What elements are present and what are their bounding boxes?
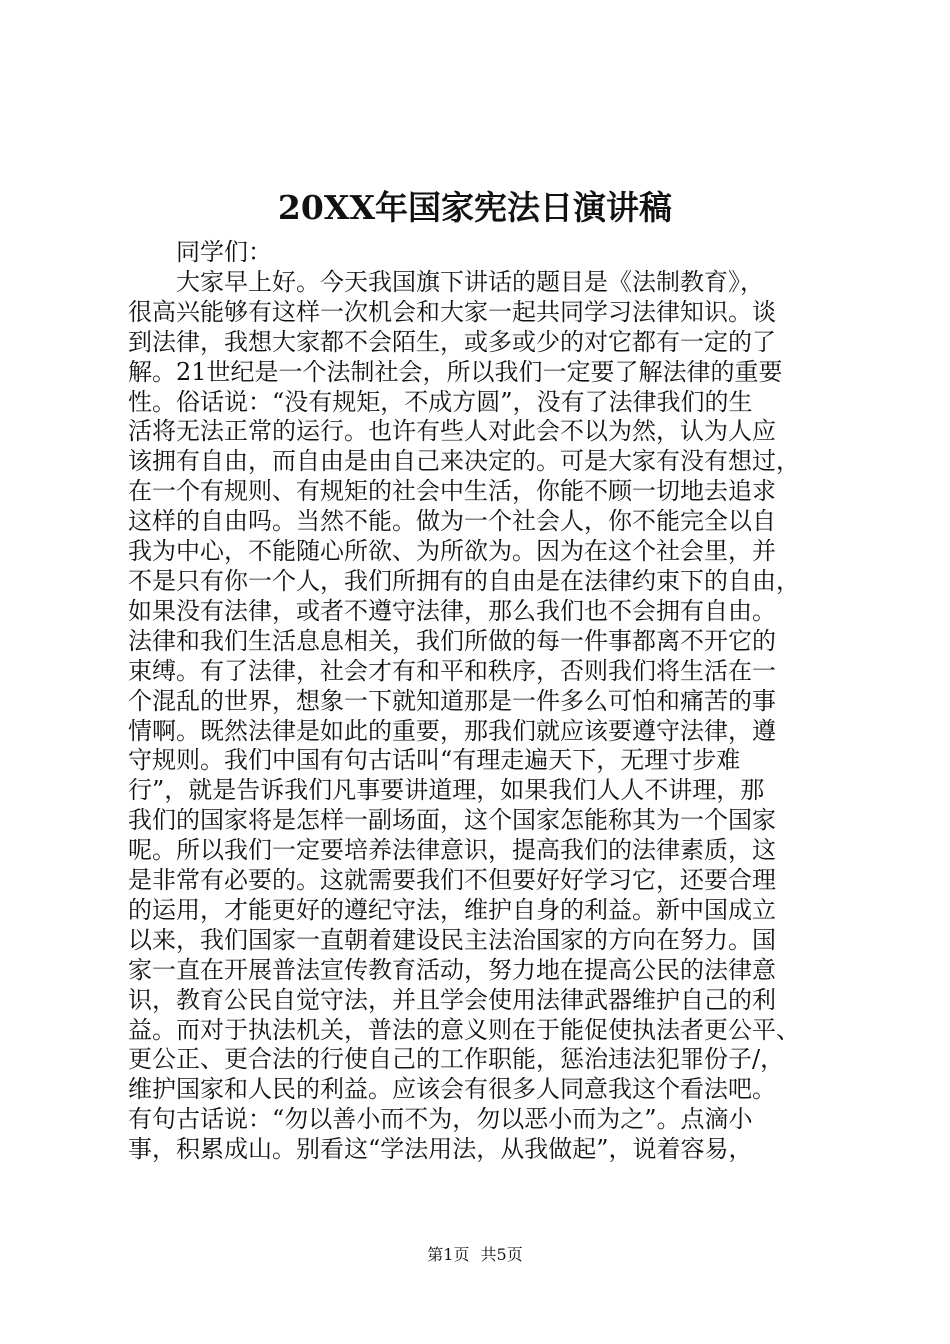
page-number: 第1页 bbox=[427, 1245, 470, 1264]
body-paragraph: 大家早上好。今天我国旗下讲话的题目是《法制教育》， 很高兴能够有这样一次机会和大家一起共同学习法律知识。谈 到法律，我想大家都不会陌生，或多或少的对它都有一定的了 解。21世纪是一个法制社会，所以我们一定要了解法律的重要 性。俗话说：“没有规矩，不成方圆”，没有了法律我们的生 活将无法正常的运行。也许有些人对此会不以为然，认为人应 该拥有自由，而自由是由自己来决定的。可是大家有没有想过， 在一个有规则、有规矩的社会中生活，你能不顾一切地去追求 这样的自由吗。当然不能。做为一个社会人，你不能完全以自 我为中心，不能随心所欲、为所欲为。因为在这个社会里，并 不是只有你一个人，我们所拥有的自由是在法律约束下的自由， 如果没有法律，或者不遵守法律，那么我们也不会拥有自由。 法律和我们生活息息相关，我们所做的每一件事都离不开它的 束缚。有了法律，社会才有和平和秩序，否则我们将生活在一 个混乱的世界，想象一下就知道那是一件多么可怕和痛苦的事 情啊。既然法律是如此的重要，那我们就应该要遵守法律，遵 守规则。我们中国有句古话叫“有理走遍天下，无理寸步难 行”，就是告诉我们凡事要讲道理，如果我们人人不讲理，那 我们的国家将是怎样一副场面，这个国家怎能称其为一个国家 呢。所以我们一定要培养法律意识，提高我们的法律素质，这 是非常有必要的。这就需要我们不但要好好学习它，还要合理 的运用，才能更好的遵纪守法，维护自身的利益。新中国成立 以来，我们国家一直朝着建设民主法治国家的方向在努力。国 家一直在开展普法宣传教育活动，努力地在提高公民的法律意 识，教育公民自觉守法，并且学会使用法律武器维护自己的利 益。而对于执法机关，普法的意义则在于能促使执法者更公平、 更公正、更合法的行使自己的工作职能，惩治违法犯罪份子/， 维护国家和人民的利益。应该会有很多人同意我这个看法吧。 有句古话说：“勿以善小而不为，勿以恶小而为之”。点滴小 事，积累成山。别看这“学法用法，从我做起”，说着容易， bbox=[128, 267, 800, 1164]
page-footer bbox=[0, 1244, 950, 1266]
document-title: 20XX年国家宪法日演讲稿 bbox=[277, 188, 673, 227]
document-body bbox=[128, 238, 833, 1165]
page-total: 共5页 bbox=[480, 1245, 523, 1264]
salutation: 同学们： bbox=[176, 238, 272, 266]
